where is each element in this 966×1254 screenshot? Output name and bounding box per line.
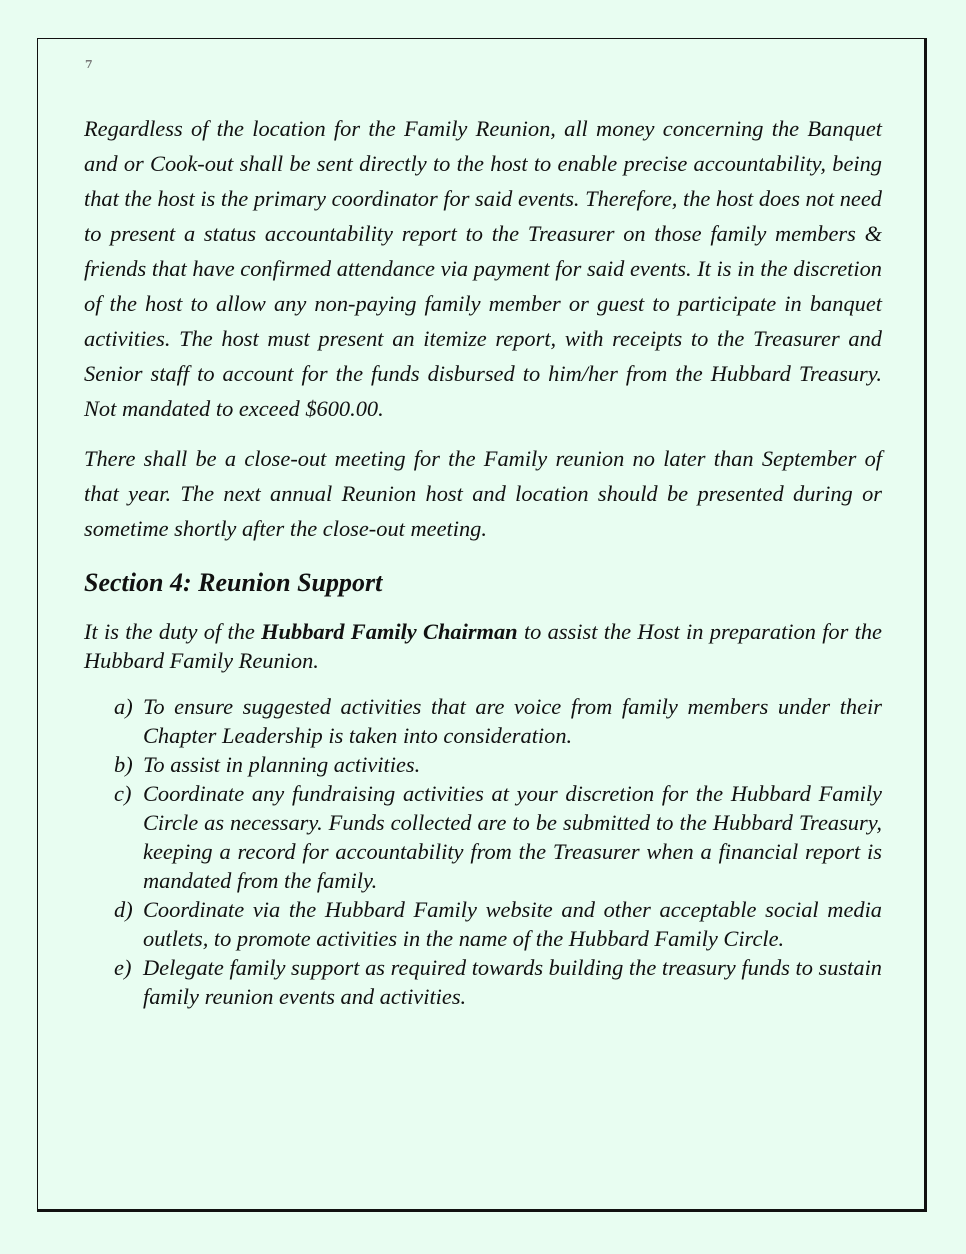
list-marker: b) [114, 752, 133, 777]
section-heading: Section 4: Reunion Support [84, 568, 383, 597]
intro-bold-title: Hubbard Family Chairman [261, 619, 518, 644]
page-number: 7 [85, 58, 93, 71]
list-item-text: Delegate family support as required towards building the treasury funds to sustain family reunion events and activities. [143, 955, 882, 1009]
list-item-text: To ensure suggested activities that are voice from family members under their Chapter Leadership is taken into consideration. [143, 694, 882, 748]
paragraph-close-out-meeting: There shall be a close-out meeting for the Family reunion no later than September of that year. The next annual Reunion host and location should be presented during or sometime shortly after the close-out meeting. [84, 446, 882, 541]
list-marker: e) [114, 955, 132, 980]
support-duties-list [84, 692, 882, 1011]
intro-text-after: to assist the Host in preparation for the Hubbard Family Reunion. [84, 619, 882, 673]
document-page [37, 38, 927, 1212]
intro-text-before: It is the duty of the [84, 619, 262, 644]
section-intro [84, 617, 882, 675]
paragraph-money-accountability: Regardless of the location for the Family Reunion, all money concerning the Banquet and or Cook-out shall be sent directly to the host to enable precise accountability, being that the host is the primary coordinator for said events. Therefore, the host does not need to present a status accountability report to the Treasurer on those family members & friends that have confirmed attendance via payment for said events. It is in the discretion of the host to allow any non-paying family member or guest to participate in banquet activities. The host must present an itemize report, with receipts to the Treasurer and Senior staff to account for the funds disbursed to him/her from the Hubbard Treasury. Not mandated to exceed $600.00. [84, 116, 882, 421]
list-item [84, 953, 882, 1011]
list-marker: d) [114, 897, 133, 922]
list-item [84, 750, 882, 779]
list-item [84, 895, 882, 953]
list-item-text: Coordinate via the Hubbard Family website and other acceptable social media outlets, to promote activities in the name of the Hubbard Family Circle. [143, 897, 882, 951]
list-item-text: To assist in planning activities. [143, 752, 421, 777]
list-marker: c) [114, 781, 132, 806]
list-item [84, 779, 882, 895]
list-item [84, 692, 882, 750]
list-item-text: Coordinate any fundraising activities at your discretion for the Hubbard Family Circle as necessary. Funds collected are to be submitted to the Hubbard Treasury, keeping a record for accountability from the Treasurer when a financial report is mandated from the family. [143, 781, 882, 893]
list-marker: a) [114, 694, 133, 719]
page-content [84, 111, 882, 1011]
